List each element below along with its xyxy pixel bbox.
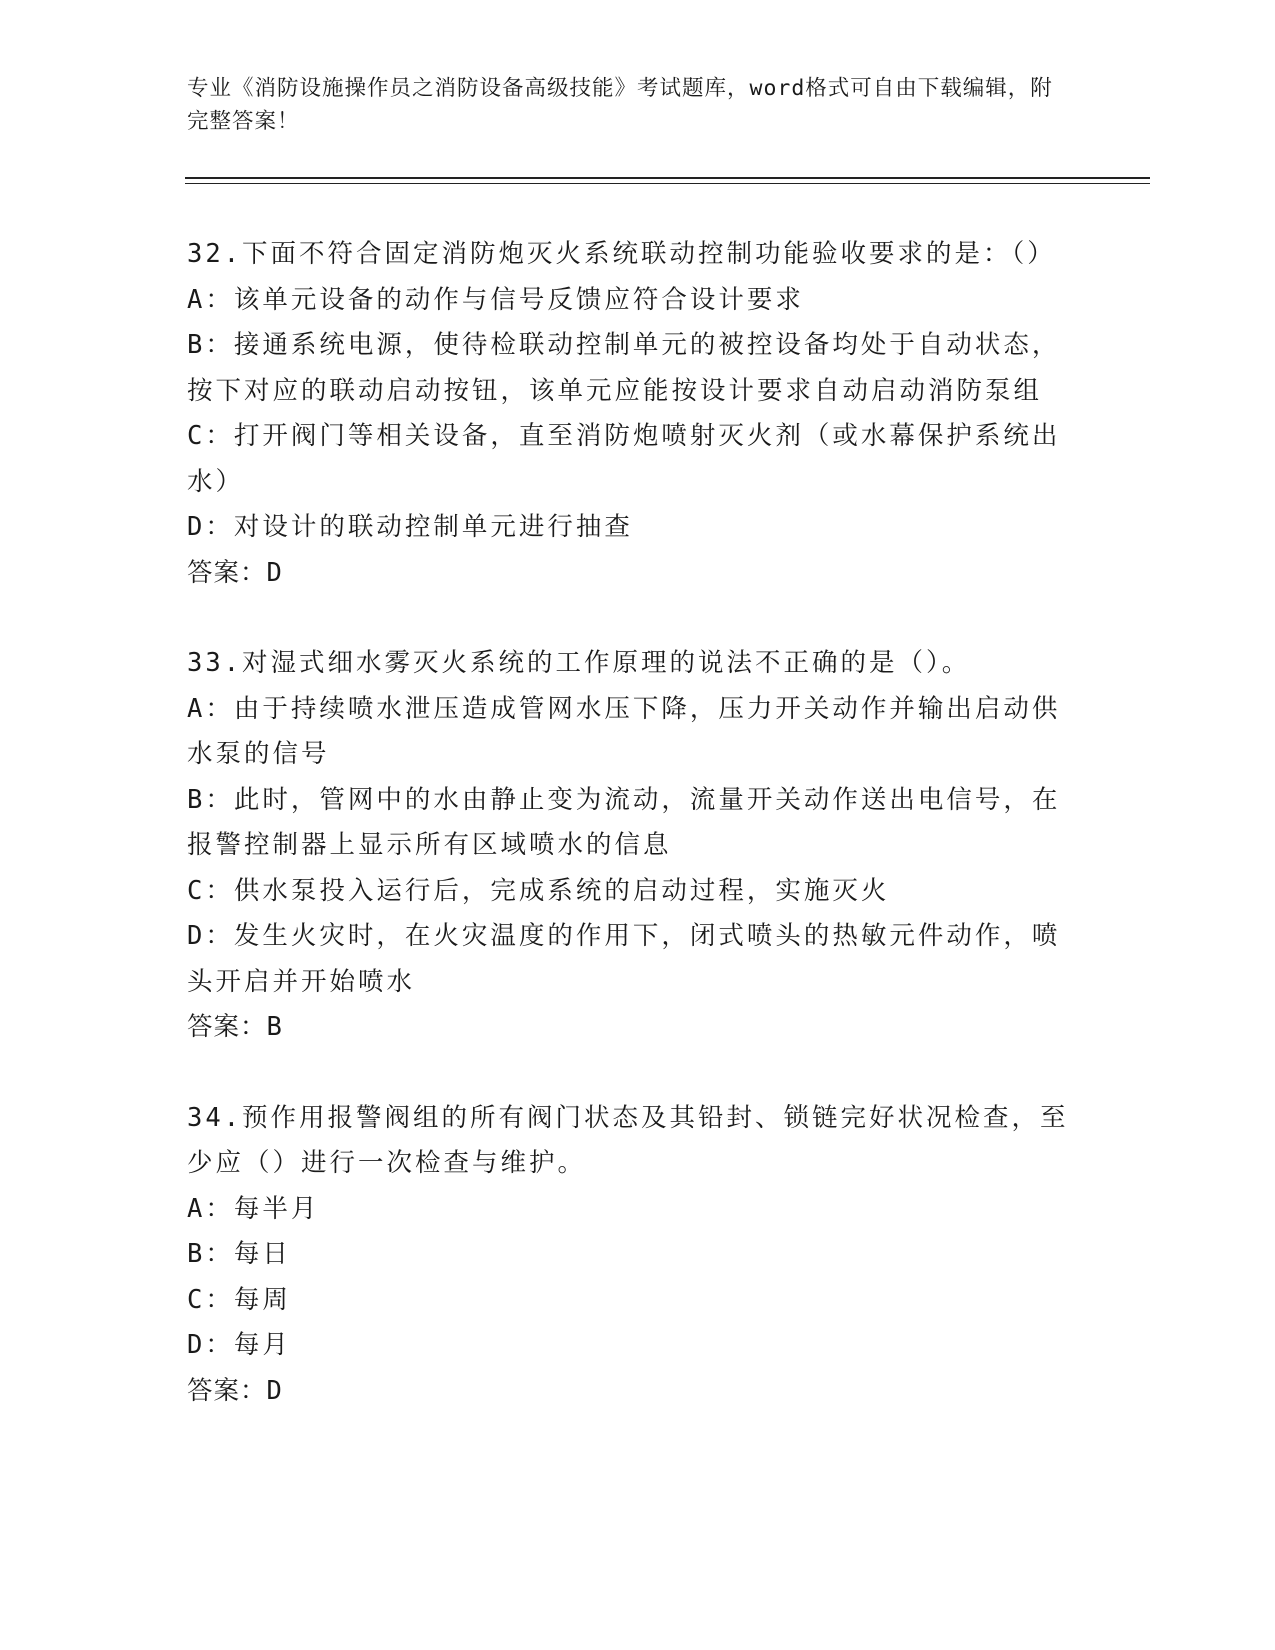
header-rule-thin: [185, 183, 1150, 184]
option-c: C：打开阀门等相关设备，直至消防炮喷射灭火剂（或水幕保护系统出水）: [187, 421, 1061, 497]
option-a: A：该单元设备的动作与信号反馈应符合设计要求: [187, 284, 804, 315]
question-34: [187, 1096, 1087, 1415]
answer-text: 答案：D: [187, 557, 283, 588]
question-stem: 33.对湿式细水雾灭火系统的工作原理的说法不正确的是（）。: [187, 648, 971, 678]
question-stem: 32.下面不符合固定消防炮灭火系统联动控制功能验收要求的是：（）: [187, 239, 1056, 269]
option-c: C：供水泵投入运行后，完成系统的启动过程，实施灭火: [187, 875, 890, 906]
option-d: D：每月: [187, 1330, 291, 1360]
document-header: 专业《消防设施操作员之消防设备高级技能》考试题库，word格式可自由下载编辑，附完整答案！: [187, 76, 1053, 134]
question-32: [187, 232, 1087, 596]
answer-text: 答案：B: [187, 1012, 283, 1042]
answer-text: 答案：D: [187, 1375, 283, 1406]
question-33: [187, 641, 1087, 1051]
option-c: C：每周: [187, 1284, 291, 1315]
option-a: A：每半月: [187, 1193, 320, 1224]
option-d: D：发生火灾时，在火灾温度的作用下，闭式喷头的热敏元件动作，喷头开启并开始喷水: [187, 921, 1061, 997]
question-list: [187, 232, 1087, 1459]
header-rule-thick: [185, 177, 1150, 179]
option-a: A：由于持续喷水泄压造成管网水压下降，压力开关动作并输出启动供水泵的信号: [187, 693, 1061, 769]
option-b: B：接通系统电源，使待检联动控制单元的被控设备均处于自动状态，按下对应的联动启动按钮，该单元应能按设计要求自动启动消防泵组: [187, 330, 1061, 406]
option-b: B：此时，管网中的水由静止变为流动，流量开关动作送出电信号，在报警控制器上显示所有区域喷水的信息: [187, 784, 1061, 860]
option-b: B：每日: [187, 1239, 291, 1269]
option-d: D：对设计的联动控制单元进行抽查: [187, 512, 633, 542]
question-stem: 34.预作用报警阀组的所有阀门状态及其铅封、锁链完好状况检查，至少应（）进行一次检查与维护。: [187, 1102, 1069, 1178]
